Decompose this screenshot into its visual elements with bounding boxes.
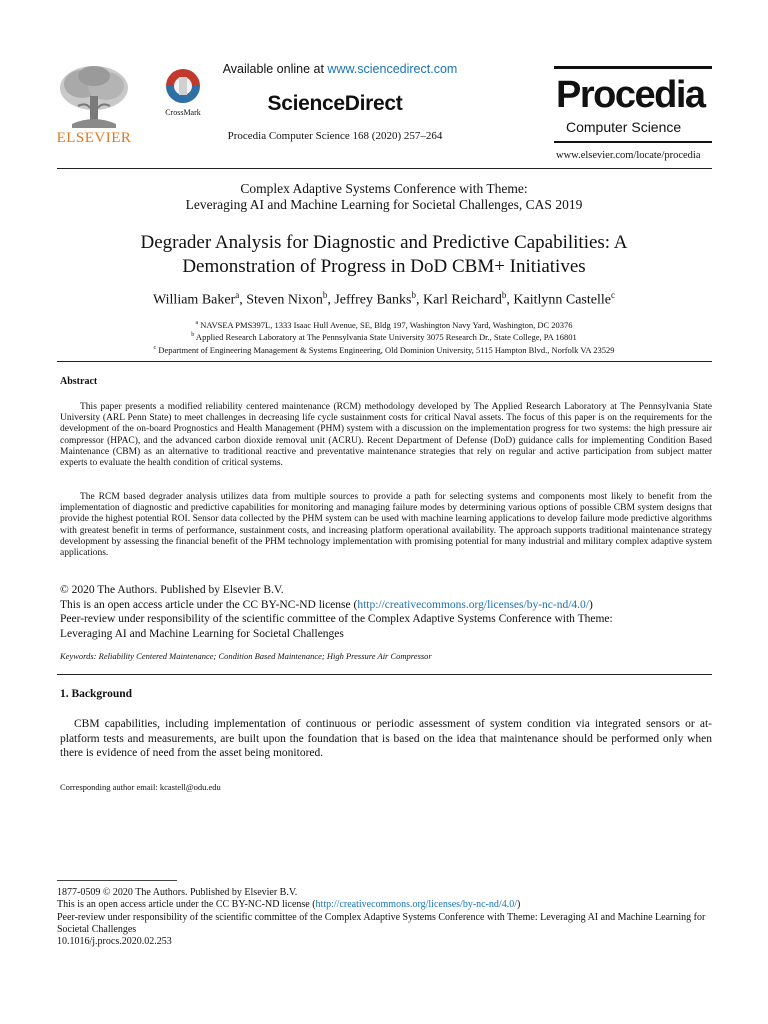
- footer-peer-review: Peer-review under responsibility of the scientific committee of the Complex Adaptive Systems Conference with Theme: Leveraging AI and Machine Learning for Societal Challenges: [57, 911, 706, 935]
- author-name: Jeffrey Banks: [334, 292, 412, 308]
- footer-open-prefix: This is an open access article under the CC BY-NC-ND license (: [57, 899, 316, 911]
- author-separator: ,: [506, 292, 514, 308]
- footer-open-access: [57, 899, 717, 911]
- author-list: [0, 290, 768, 309]
- author-separator: ,: [239, 292, 247, 308]
- author-affiliation-mark: b: [501, 290, 507, 300]
- author-name: Kaitlynn Castelle: [513, 292, 611, 308]
- abstract-heading: Abstract: [60, 376, 98, 387]
- license-peer-review-2: Leveraging AI and Machine Learning for Societal Challenges: [60, 627, 344, 640]
- abstract-para-2: The RCM based degrader analysis utilizes data from multiple sources to provide a path for selecting systems and components most likely to benefit from the implementation of diagnostic and predictive capabilities for monitoring and managing failure modes by determining various options of possible CBM system designs that provide the highest potential ROI. Sensor data collected by the PHM system can be used with machine learning applications to develop failure mode predictive algorithms with greatest benefit in terms of performance, sustainment costs, and increasing platform operational availability. The approach supports traditional maintenance strategy development by assessing the financial benefit of the PHM technology implementation with promising potential for many industrial and military complex adaptive system applications.: [60, 492, 712, 559]
- affiliation-text: Department of Engineering Management & Systems Engineering, Old Dominion University, 5115 Hampton Blvd., Norfolk VA 23529: [156, 344, 615, 355]
- elsevier-logo[interactable]: [52, 62, 136, 152]
- license-open-prefix: This is an open access article under the CC BY-NC-ND license (: [60, 598, 358, 611]
- affiliation-mark: a: [195, 320, 199, 326]
- procedia-subtitle: Computer Science: [566, 119, 682, 135]
- affiliation-mark: c: [153, 344, 157, 351]
- affiliation-line: [0, 330, 768, 342]
- license-open-access: [60, 598, 712, 613]
- footer-issn: 1877-0509 © 2020 The Authors. Published by Elsevier B.V.: [57, 887, 298, 898]
- keywords: Keywords: Reliability Centered Maintenance; Condition Based Maintenance; High Pressure Air Compressor: [60, 651, 432, 661]
- footer-open-suffix: ): [516, 899, 521, 911]
- license-block: [60, 583, 712, 641]
- affiliation-line: [0, 343, 768, 355]
- procedia-title: Procedia: [556, 74, 705, 116]
- procedia-box-rule: [554, 141, 712, 143]
- available-online: [190, 62, 490, 76]
- author-name: Karl Reichard: [422, 292, 502, 308]
- author-affiliation-mark: b: [322, 290, 328, 300]
- footer-license-link[interactable]: http://creativecommons.org/licenses/by-nc-nd/4.0/: [315, 899, 517, 911]
- author-affiliation-mark: c: [610, 290, 615, 300]
- license-copyright: © 2020 The Authors. Published by Elsevier B.V.: [60, 584, 284, 596]
- paper-title-line-1: Degrader Analysis for Diagnostic and Predictive Capabilities: A: [140, 232, 628, 253]
- author-affiliation-mark: b: [411, 290, 416, 300]
- license-peer-review-1: Peer-review under responsibility of the scientific committee of the Complex Adaptive Systems Conference with Theme:: [60, 613, 613, 625]
- section-1-heading: 1. Background: [60, 688, 133, 700]
- author-affiliation-mark: a: [235, 290, 240, 300]
- paper-title-line-2: Demonstration of Progress in DoD CBM+ Initiatives: [182, 256, 586, 277]
- sciencedirect-wordmark[interactable]: ScienceDirect: [267, 92, 403, 115]
- footer-rule: [57, 880, 177, 881]
- elsevier-tree-icon: [52, 62, 136, 132]
- author-name: Steven Nixon: [246, 292, 323, 308]
- section-1-paragraph: CBM capabilities, including implementation of continuous or periodic assessment of system condition via integrated sensors or at-platform tests and measurements, are built upon the foundation that is based on the idea that maintenance should be performed only when there is evidence of need from the asset being monitored.: [60, 718, 712, 759]
- crossmark-label: CrossMark: [165, 108, 201, 117]
- license-open-suffix: ): [588, 598, 593, 611]
- affiliation-line: [0, 318, 768, 330]
- corresponding-author: Corresponding author email: kcastell@odu.edu: [60, 782, 221, 792]
- journal-citation: Procedia Computer Science 168 (2020) 257–264: [227, 130, 443, 142]
- available-prefix: Available online at: [222, 62, 328, 76]
- header-rule: [57, 168, 712, 169]
- affiliation-list: [0, 318, 768, 355]
- conference-line-2: Leveraging AI and Machine Learning for Societal Challenges, CAS 2019: [185, 197, 583, 212]
- affiliation-mark: b: [191, 332, 195, 339]
- keywords-rule: [57, 674, 712, 675]
- publisher-name: ELSEVIER: [56, 130, 132, 146]
- sciencedirect-link[interactable]: www.sciencedirect.com: [327, 62, 458, 76]
- author-separator: ,: [327, 292, 335, 308]
- affiliation-text: Applied Research Laboratory at The Pennsylvania State University 3075 Research Dr., State College, PA 16801: [194, 332, 577, 343]
- abstract-top-rule: [57, 361, 712, 362]
- affiliation-text: NAVSEA PMS397L, 1333 Isaac Hull Avenue, SE, Bldg 197, Washington Navy Yard, Washington, DC 20376: [198, 319, 573, 330]
- author-name: William Baker: [153, 292, 236, 308]
- license-link[interactable]: http://creativecommons.org/licenses/by-nc-nd/4.0/: [357, 598, 589, 611]
- author-separator: ,: [415, 292, 423, 308]
- conference-line-1: Complex Adaptive Systems Conference with Theme:: [240, 181, 528, 196]
- footer-block: [57, 887, 717, 948]
- footer-doi[interactable]: 10.1016/j.procs.2020.02.253: [57, 936, 172, 948]
- abstract-para-1: This paper presents a modified reliability centered maintenance (RCM) methodology developed by The Applied Research Laboratory at The Pennsylvania State University (ARL Penn State) to meet challenges in decreasing life cycle sustainment costs for critical Naval assets. The focus of this paper is on the requirements for the development of the on-board Prognostics and Health Management (PHM) system with a discussion on the implementation progress for two systems: the high pressure air compressor (HPAC), and the advanced carbon dioxide removal unit (ACRU). Recent Department of Defense (DoD) guidance calls for implementing Condition Based Maintenance (CBM) as an alternative to traditional reactive and preventative maintenance strategies that rely on regular and active participation from subject matter experts to evaluate the health condition of critical systems.: [60, 402, 712, 469]
- locate-url[interactable]: www.elsevier.com/locate/procedia: [556, 150, 701, 161]
- procedia-box[interactable]: [554, 66, 712, 145]
